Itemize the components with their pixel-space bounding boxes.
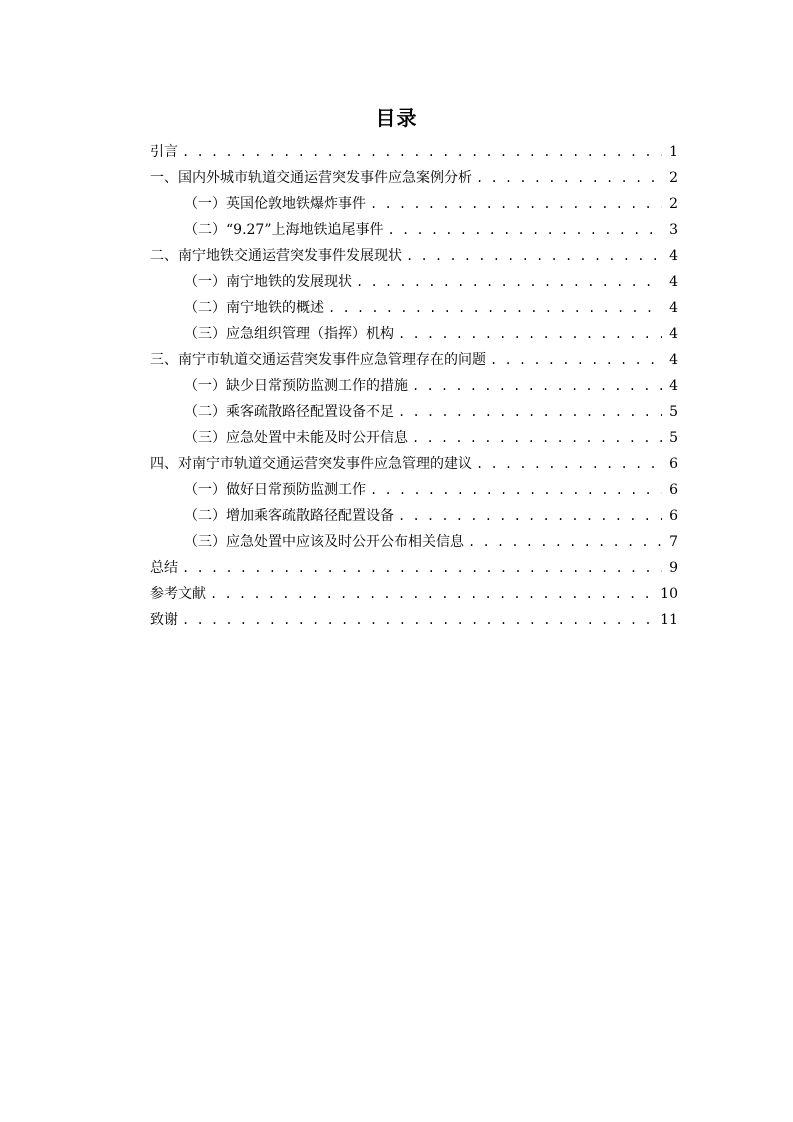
- toc-leader: [412, 373, 662, 399]
- toc-entry-text: （二）增加乘客疏散路径配置设备: [184, 508, 394, 524]
- toc-list: [150, 139, 678, 633]
- toc-entry-page: 4: [669, 274, 678, 290]
- toc-entry-text: （一）南宁地铁的发展现状: [184, 274, 352, 290]
- toc-entry-text: （三）应急处置中未能及时公开信息: [184, 430, 408, 446]
- toc-entry-text: 总结: [150, 560, 178, 576]
- toc-entry[interactable]: [150, 555, 678, 581]
- toc-entry-text: （二）南宁地铁的概述: [184, 300, 324, 316]
- toc-leader: [182, 555, 662, 581]
- toc-entry[interactable]: [150, 347, 678, 373]
- toc-leader: [370, 191, 662, 217]
- toc-leader: [388, 217, 663, 243]
- toc-entry[interactable]: [150, 451, 678, 477]
- toc-entry-page: 4: [669, 352, 678, 368]
- toc-entry-page: 2: [669, 196, 678, 212]
- toc-leader: [476, 165, 662, 191]
- toc-entry-page: 10: [660, 586, 678, 602]
- toc-entry[interactable]: [150, 503, 678, 529]
- toc-entry-page: 3: [669, 222, 678, 238]
- toc-entry-page: 4: [669, 326, 678, 342]
- toc-entry[interactable]: [150, 217, 678, 243]
- toc-leader: [210, 581, 656, 607]
- toc-entry-page: 2: [669, 170, 678, 186]
- toc-entry-text: 三、南宁市轨道交通运营突发事件应急管理存在的问题: [150, 352, 486, 368]
- toc-entry-text: （二）乘客疏散路径配置设备不足: [184, 404, 394, 420]
- toc-leader: [398, 321, 662, 347]
- toc-entry[interactable]: [150, 529, 678, 555]
- toc-entry-text: 引言: [150, 144, 178, 160]
- toc-entry-page: 9: [669, 560, 678, 576]
- toc-entry-page: 5: [669, 404, 678, 420]
- toc-entry-page: 6: [669, 508, 678, 524]
- toc-entry-page: 6: [669, 456, 678, 472]
- toc-entry[interactable]: [150, 581, 678, 607]
- toc-entry-page: 4: [669, 248, 678, 264]
- toc-leader: [476, 451, 662, 477]
- toc-leader: [406, 243, 662, 269]
- toc-entry-text: （三）应急处置中应该及时公开公布相关信息: [184, 534, 464, 550]
- toc-entry-text: 四、对南宁市轨道交通运营突发事件应急管理的建议: [150, 456, 472, 472]
- toc-leader: [370, 477, 662, 503]
- toc-entry[interactable]: [150, 425, 678, 451]
- toc-title: 目录: [375, 106, 418, 130]
- toc-entry-text: 参考文献: [150, 586, 206, 602]
- toc-leader: [398, 503, 662, 529]
- toc-entry[interactable]: [150, 607, 678, 633]
- toc-leader: [182, 607, 656, 633]
- toc-leader: [490, 347, 662, 373]
- toc-entry[interactable]: [150, 165, 678, 191]
- toc-entry[interactable]: [150, 399, 678, 425]
- toc-leader: [398, 399, 662, 425]
- toc-leader: [412, 425, 662, 451]
- toc-entry[interactable]: [150, 321, 678, 347]
- toc-entry-text: （二）“9.27”上海地铁追尾事件: [184, 222, 384, 238]
- toc-leader: [356, 269, 662, 295]
- toc-entry-page: 4: [669, 378, 678, 394]
- toc-entry-text: 一、国内外城市轨道交通运营突发事件应急案例分析: [150, 170, 472, 186]
- toc-entry-page: 7: [669, 534, 678, 550]
- toc-leader: [468, 529, 662, 555]
- toc-leader: [182, 139, 662, 165]
- toc-entry-text: （一）英国伦敦地铁爆炸事件: [184, 196, 366, 212]
- toc-entry-text: 致谢: [150, 612, 178, 628]
- toc-entry-text: 二、南宁地铁交通运营突发事件发展现状: [150, 248, 402, 264]
- toc-entry-page: 11: [660, 612, 678, 628]
- toc-entry[interactable]: [150, 373, 678, 399]
- toc-entry-text: （一）做好日常预防监测工作: [184, 482, 366, 498]
- toc-entry-page: 5: [669, 430, 678, 446]
- toc-entry-text: （三）应急组织管理（指挥）机构: [184, 326, 394, 342]
- toc-entry[interactable]: [150, 477, 678, 503]
- toc-entry-page: 6: [669, 482, 678, 498]
- toc-entry-text: （一）缺少日常预防监测工作的措施: [184, 378, 408, 394]
- toc-entry-page: 4: [669, 300, 678, 316]
- toc-entry[interactable]: [150, 243, 678, 269]
- toc-entry-page: 1: [669, 144, 678, 160]
- toc-entry[interactable]: [150, 295, 678, 321]
- toc-entry[interactable]: [150, 139, 678, 165]
- toc-entry[interactable]: [150, 191, 678, 217]
- toc-leader: [328, 295, 662, 321]
- toc-entry[interactable]: [150, 269, 678, 295]
